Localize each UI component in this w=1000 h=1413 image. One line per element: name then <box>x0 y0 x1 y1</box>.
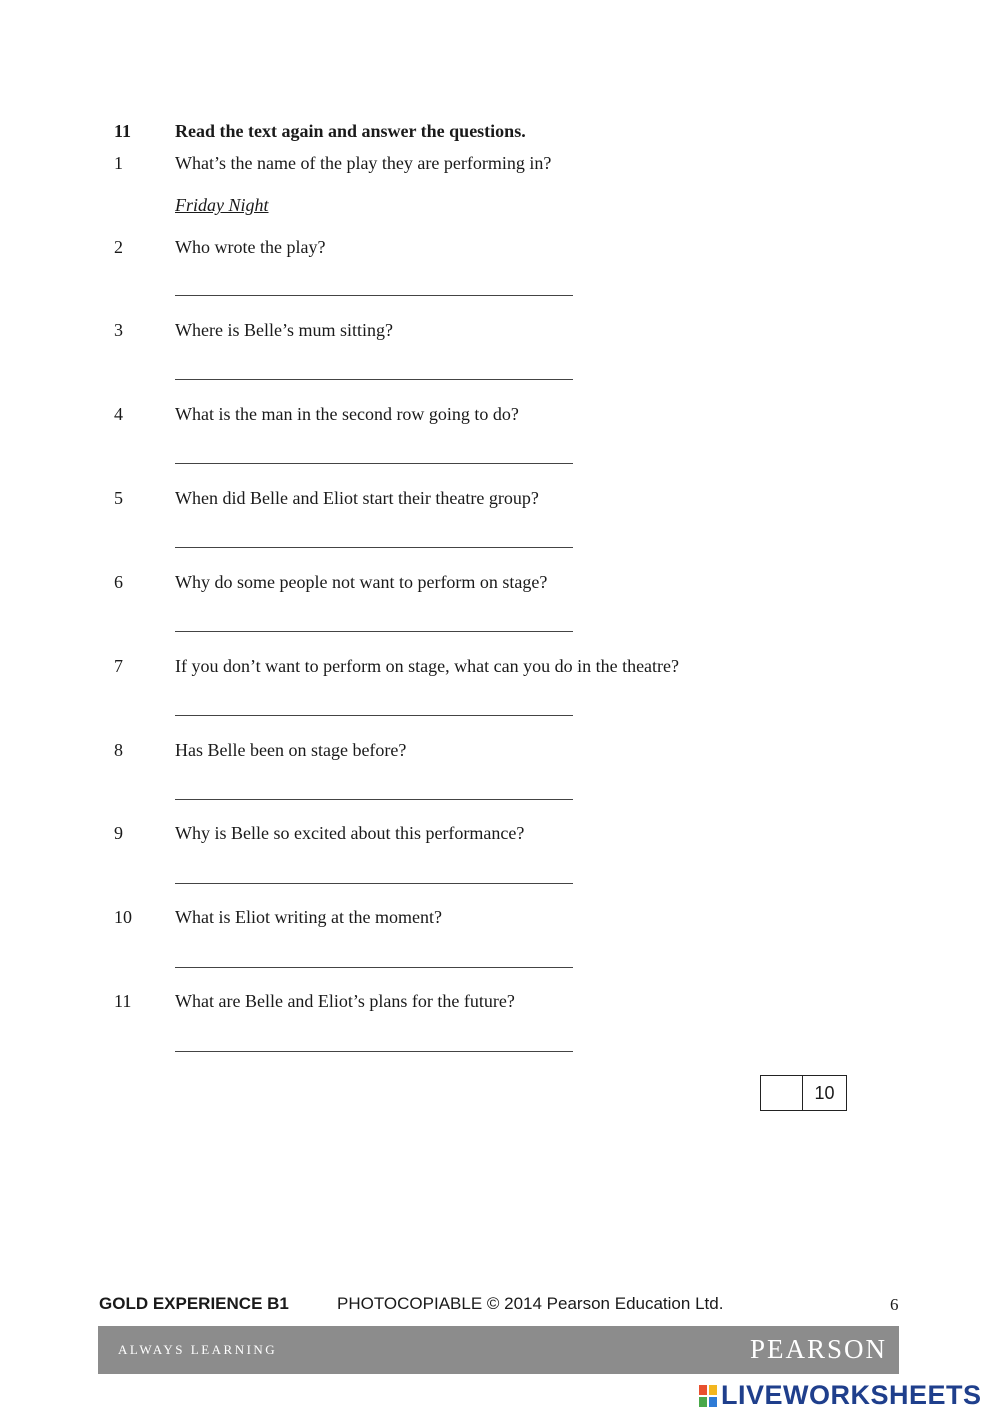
answer-line[interactable] <box>175 967 573 968</box>
question-number: 6 <box>114 572 123 592</box>
publisher-tagline: ALWAYS LEARNING <box>118 1342 278 1357</box>
score-input-cell[interactable] <box>761 1076 803 1110</box>
liveworksheets-wordmark: LIVEWORKSHEETS <box>721 1380 982 1410</box>
question-number: 11 <box>114 991 132 1011</box>
answer-line[interactable] <box>175 799 573 800</box>
liveworksheets-icon <box>698 1384 718 1408</box>
question-number: 4 <box>114 404 123 424</box>
score-box <box>760 1075 847 1111</box>
example-answer: Friday Night <box>175 195 269 215</box>
question-text: If you don’t want to perform on stage, what can you do in the theatre? <box>175 656 680 676</box>
question-text: Where is Belle’s mum sitting? <box>175 320 393 340</box>
exercise-number: 11 <box>114 121 132 141</box>
question-text: Who wrote the play? <box>175 237 326 257</box>
question-number: 8 <box>114 740 123 760</box>
question-number: 1 <box>114 153 123 173</box>
question-number: 2 <box>114 237 123 257</box>
publisher-logo: PEARSON <box>750 1334 888 1364</box>
question-text: What are Belle and Eliot’s plans for the future? <box>175 991 515 1011</box>
question-number: 9 <box>114 823 123 843</box>
question-text: What is the man in the second row going to do? <box>175 404 519 424</box>
question-number: 5 <box>114 488 123 508</box>
copyright-notice: PHOTOCOPIABLE © 2014 Pearson Education Ltd. <box>337 1294 724 1313</box>
page-number: 6 <box>890 1295 899 1314</box>
exercise-instruction: Read the text again and answer the questions. <box>175 121 526 141</box>
question-text: Why do some people not want to perform on stage? <box>175 572 548 592</box>
liveworksheets-logo <box>698 1380 982 1411</box>
score-max: 10 <box>814 1082 835 1103</box>
answer-line[interactable] <box>175 883 573 884</box>
question-number: 7 <box>114 656 123 676</box>
answer-line[interactable] <box>175 295 573 296</box>
answer-line[interactable] <box>175 379 573 380</box>
question-text: Has Belle been on stage before? <box>175 740 407 760</box>
question-text: Why is Belle so excited about this performance? <box>175 823 525 843</box>
question-text: What’s the name of the play they are performing in? <box>175 153 552 173</box>
question-number: 10 <box>114 907 132 927</box>
answer-line[interactable] <box>175 547 573 548</box>
answer-line[interactable] <box>175 463 573 464</box>
book-title: GOLD EXPERIENCE B1 <box>99 1294 289 1313</box>
question-number: 3 <box>114 320 123 340</box>
question-text: When did Belle and Eliot start their theatre group? <box>175 488 539 508</box>
answer-line[interactable] <box>175 715 573 716</box>
answer-line[interactable] <box>175 631 573 632</box>
question-text: What is Eliot writing at the moment? <box>175 907 442 927</box>
answer-line[interactable] <box>175 1051 573 1052</box>
